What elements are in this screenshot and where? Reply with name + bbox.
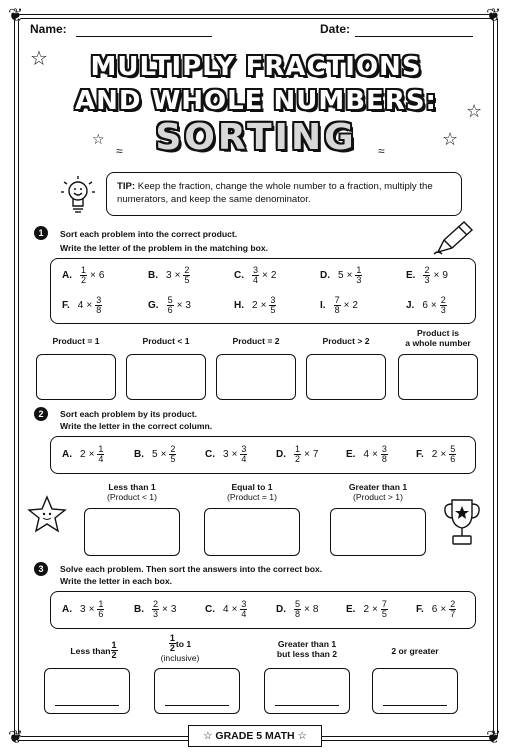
problem-item — [205, 600, 247, 619]
corner-swirl-icon: ❦ — [8, 727, 24, 747]
fraction: $\frac{2}{3}$ — [424, 265, 430, 285]
whole-number: 3 — [80, 604, 86, 615]
problem-letter: A. — [62, 449, 72, 460]
section1-instruction-2: Write the letter of the problem in the matching box. — [60, 243, 269, 253]
multiply-sign: × — [90, 270, 96, 281]
answer-box[interactable] — [372, 668, 458, 714]
answer-box[interactable] — [126, 354, 206, 400]
category-label: Product < 1 — [142, 336, 190, 346]
whole-number: 2 — [252, 300, 258, 311]
section1-instruction-1: Sort each problem into the correct product. — [60, 229, 238, 239]
problem-item — [346, 600, 388, 619]
corner-swirl-icon: ❦ — [486, 5, 502, 25]
problem-letter: E. — [406, 270, 416, 281]
problem-letter: A. — [62, 270, 72, 281]
whole-number: 3 — [185, 300, 191, 311]
multiply-sign: × — [260, 300, 267, 311]
multiply-sign: × — [433, 270, 440, 281]
tip-label: TIP: — [117, 181, 136, 192]
section2-problem-box — [50, 436, 476, 474]
category-text: Greater than 1 — [277, 639, 337, 649]
problem-item — [134, 445, 176, 464]
star-icon: ☆ — [466, 101, 483, 121]
problem-item — [62, 266, 104, 285]
multiply-sign: × — [174, 270, 181, 281]
multiply-sign: × — [440, 604, 447, 615]
category-label: Equal to 1 (Product = 1) — [227, 482, 277, 502]
problem-letter: J. — [406, 300, 415, 311]
problem-letter: A. — [62, 604, 72, 615]
whole-number: 4 — [363, 449, 370, 460]
lightbulb-icon — [58, 174, 98, 218]
whole-number: 3 — [170, 604, 177, 615]
multiply-sign: × — [86, 300, 93, 311]
star-icon: ☆ — [442, 129, 459, 149]
problem-letter: H. — [234, 300, 244, 311]
date-label: Date: — [320, 22, 351, 36]
multiply-sign: × — [304, 604, 310, 615]
whole-number: 6 — [431, 604, 438, 615]
problem-letter: D. — [276, 449, 286, 460]
multiply-sign: × — [160, 449, 167, 460]
category-text: to 1 — [175, 638, 192, 649]
fraction: $\frac{3}{8}$ — [96, 295, 102, 315]
problem-item — [416, 600, 456, 619]
problem-item — [406, 296, 447, 315]
fraction: $\frac{3}{5}$ — [270, 295, 276, 315]
section3-problem-box — [50, 591, 476, 629]
fraction: $\frac{1}{3}$ — [356, 265, 362, 285]
category-one-to-two — [258, 639, 356, 659]
answer-box[interactable] — [398, 354, 478, 400]
section-number: 2 — [34, 407, 48, 421]
multiply-sign: × — [88, 604, 95, 615]
fraction: $\frac{5}{6}$ — [167, 295, 173, 315]
problem-item — [276, 600, 318, 619]
whole-number: 4 — [223, 604, 229, 615]
whole-number: 2 — [80, 449, 86, 460]
problem-letter: C. — [234, 270, 244, 281]
multiply-sign: × — [430, 300, 437, 311]
problem-item — [148, 296, 191, 315]
whole-number: 5 — [152, 449, 158, 460]
fraction: $\frac{1}{2}$ — [295, 444, 301, 464]
answer-box[interactable] — [306, 354, 386, 400]
whole-number: 5 — [338, 270, 344, 281]
multiply-sign: × — [162, 604, 168, 615]
category-two-or-greater: 2 or greater — [391, 646, 439, 656]
star-character-icon — [26, 494, 68, 534]
category-label: Less than 1 (Product < 1) — [107, 482, 157, 502]
category-label: Product = 1 — [52, 336, 100, 346]
title-sorting: SORTING — [155, 117, 357, 158]
title-line-2: AND WHOLE NUMBERS: — [75, 86, 437, 116]
problem-letter: D. — [320, 270, 330, 281]
problem-item — [62, 296, 102, 315]
fraction: $\frac{1}{4}$ — [98, 444, 104, 464]
answer-box[interactable] — [44, 668, 130, 714]
problem-item — [346, 445, 388, 464]
sparkle-icon: ≈ — [116, 144, 123, 158]
sparkle-icon: ≈ — [378, 144, 385, 158]
multiply-sign: × — [231, 604, 238, 615]
answer-box[interactable] — [204, 508, 300, 556]
fraction: $\frac{5}{6}$ — [450, 444, 456, 464]
fraction: $\frac{5}{8}$ — [295, 599, 301, 619]
fraction: $\frac{2}{3}$ — [153, 599, 159, 619]
problem-letter: C. — [205, 449, 215, 460]
name-field[interactable] — [76, 36, 212, 37]
problem-item — [205, 445, 247, 464]
problem-item — [62, 445, 104, 464]
category-less-than-half: Less than $\frac{1}{2}$ — [70, 640, 117, 660]
multiply-sign: × — [343, 300, 350, 311]
category-sub: (inclusive) — [160, 653, 200, 663]
category-text: Less than — [70, 645, 111, 656]
whole-number: 8 — [312, 604, 319, 615]
multiply-sign: × — [372, 604, 378, 615]
whole-number: 2 — [352, 300, 358, 311]
whole-number: 6 — [98, 270, 105, 281]
multiply-sign: × — [231, 449, 238, 460]
fraction: $\frac{1}{6}$ — [98, 599, 104, 619]
problem-letter: F. — [416, 604, 424, 615]
fraction: $\frac{2}{5}$ — [170, 444, 176, 464]
problem-item — [234, 266, 276, 285]
fraction: $\frac{3}{4}$ — [241, 599, 247, 619]
multiply-sign: × — [346, 270, 353, 281]
problem-letter: G. — [148, 300, 159, 311]
answer-box[interactable] — [216, 354, 296, 400]
problem-item — [134, 600, 176, 619]
problem-letter: B. — [134, 604, 144, 615]
problem-letter: F. — [62, 300, 70, 311]
grade-label: ☆ GRADE 5 MATH ☆ — [188, 725, 322, 747]
whole-number: 3 — [223, 449, 229, 460]
category-half-to-one: $\frac{1}{2}$ to 1 (inclusive) — [150, 634, 210, 663]
problem-letter: B. — [148, 270, 158, 281]
section2-instruction-2: Write the letter in the correct column. — [60, 421, 213, 431]
problem-item — [276, 445, 318, 464]
star-icon: ☆ — [92, 131, 105, 147]
problem-letter: I. — [320, 300, 326, 311]
problem-item — [62, 600, 104, 619]
category-label: Product is a whole number — [405, 328, 471, 348]
fraction: $\frac{1}{2}$ — [81, 265, 87, 285]
problem-letter: E. — [346, 449, 356, 460]
star-icon: ☆ — [30, 48, 48, 70]
answer-box[interactable] — [330, 508, 426, 556]
problem-letter: C. — [205, 604, 215, 615]
problem-letter: D. — [276, 604, 286, 615]
multiply-sign: × — [176, 300, 183, 311]
section-number: 3 — [34, 562, 48, 576]
section3-instruction-2: Write the letter in each box. — [60, 576, 173, 586]
problem-item — [320, 296, 358, 315]
whole-number: 2 — [431, 449, 438, 460]
fraction: $\frac{3}{4}$ — [241, 444, 247, 464]
problem-item — [234, 296, 276, 315]
corner-swirl-icon: ❦ — [8, 5, 24, 25]
tip-text: Keep the fraction, change the whole number to a fraction, multiply the numerators, and keep the same denominator. — [117, 181, 433, 205]
multiply-sign: × — [304, 449, 310, 460]
multiply-sign: × — [440, 449, 447, 460]
multiply-sign: × — [88, 449, 95, 460]
problem-letter: F. — [416, 449, 424, 460]
category-text: but less than 2 — [276, 649, 338, 659]
answer-box[interactable] — [264, 668, 350, 714]
category-label: Product = 2 — [232, 336, 280, 346]
fraction: $\frac{3}{8}$ — [381, 444, 387, 464]
trophy-icon — [442, 496, 482, 550]
multiply-sign: × — [372, 449, 378, 460]
corner-swirl-icon: ❦ — [486, 727, 502, 747]
category-label: Greater than 1 (Product > 1) — [348, 482, 408, 502]
problem-item — [406, 266, 448, 285]
section3-instruction-1: Solve each problem. Then sort the answers into the correct box. — [60, 564, 323, 574]
fraction: $\frac{7}{5}$ — [381, 599, 387, 619]
whole-number: 6 — [422, 300, 428, 311]
pencil-icon — [432, 218, 476, 258]
whole-number: 3 — [166, 270, 172, 281]
problem-letter: B. — [134, 449, 144, 460]
answer-box[interactable] — [84, 508, 180, 556]
title-line-1: MULTIPLY FRACTIONS — [90, 52, 422, 82]
whole-number: 2 — [363, 604, 370, 615]
problem-item — [416, 445, 456, 464]
fraction: $\frac{2}{7}$ — [450, 599, 456, 619]
answer-box[interactable] — [154, 668, 240, 714]
category-label: Product > 2 — [322, 336, 370, 346]
multiply-sign: × — [262, 270, 268, 281]
fraction: $\frac{3}{4}$ — [253, 265, 259, 285]
section2-instruction-1: Sort each problem by its product. — [60, 409, 198, 419]
tip-box — [106, 172, 462, 216]
section-number: 1 — [34, 226, 48, 240]
whole-number: 4 — [77, 300, 84, 311]
fraction: $\frac{2}{3}$ — [440, 295, 446, 315]
name-label: Name: — [30, 22, 67, 36]
problem-item — [320, 266, 362, 285]
fraction: $\frac{2}{5}$ — [184, 265, 190, 285]
whole-number: 7 — [312, 449, 319, 460]
whole-number: 2 — [270, 270, 277, 281]
fraction: $\frac{7}{8}$ — [334, 295, 340, 315]
answer-box[interactable] — [36, 354, 116, 400]
date-field[interactable] — [355, 36, 473, 37]
problem-item — [148, 266, 190, 285]
whole-number: 9 — [442, 270, 448, 281]
problem-letter: E. — [346, 604, 356, 615]
